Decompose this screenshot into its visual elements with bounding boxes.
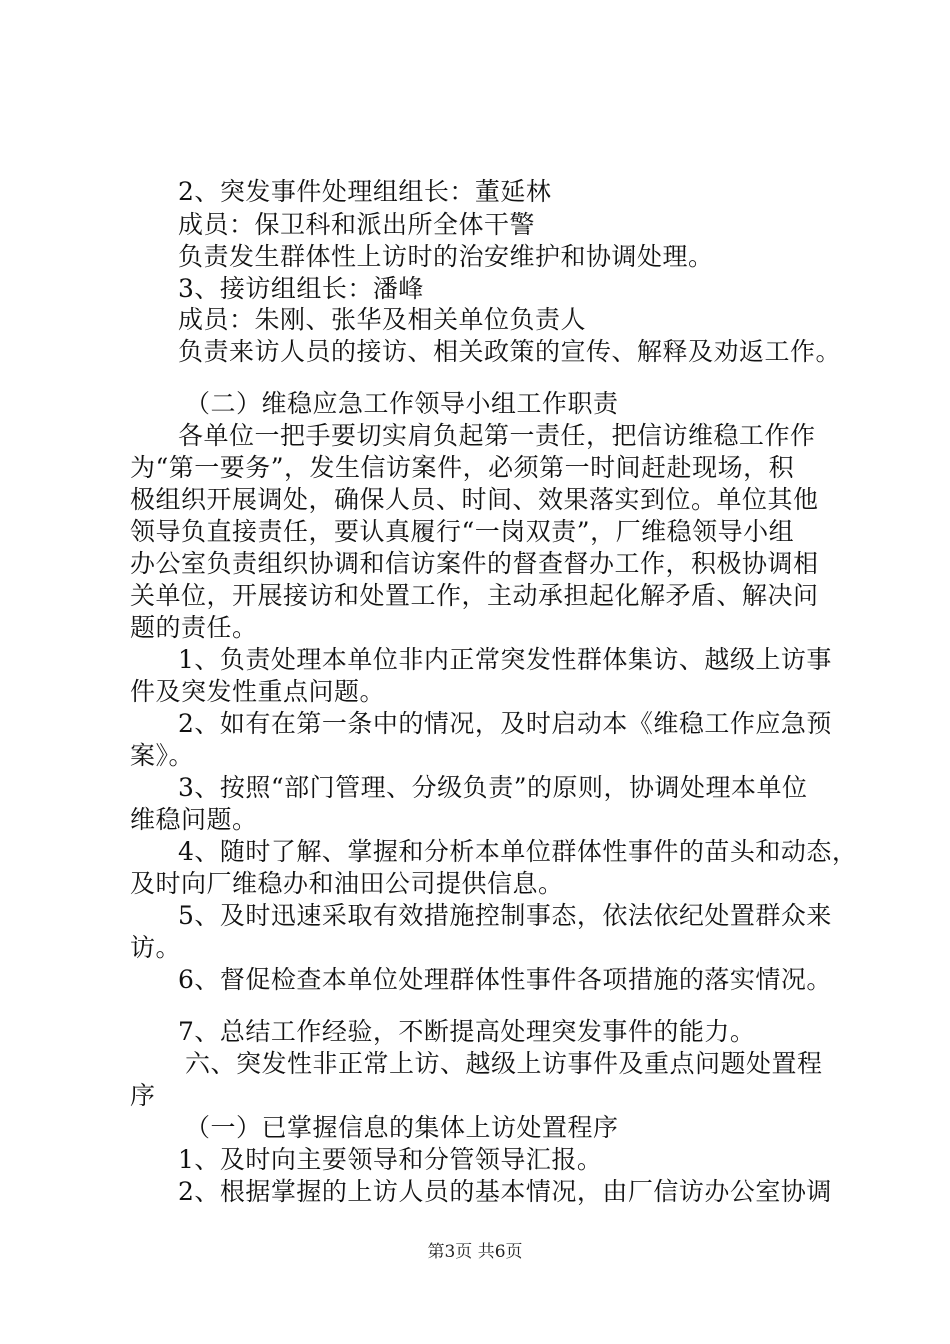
subsection-heading-2: （二）维稳应急工作领导小组工作职责	[185, 389, 619, 418]
section-item-2-heading: 2、突发事件处理组组长：董延林	[178, 177, 552, 206]
duty-item-5: 5、及时迅速采取有效措施控制事态，依法依纪处置群众来	[178, 901, 832, 930]
section-item-2-members: 成员：保卫科和派出所全体干警	[178, 210, 536, 239]
section-heading-6-cont: 序	[130, 1081, 156, 1110]
paragraph-line: 办公室负责组织协调和信访案件的督查督办工作，积极协调相	[130, 549, 819, 578]
section-item-3-members: 成员：朱刚、张华及相关单位负责人	[178, 305, 587, 334]
duty-item-7: 7、总结工作经验，不断提高处理突发事件的能力。	[178, 1017, 756, 1046]
duty-item-4-cont: 及时向厂维稳办和油田公司提供信息。	[130, 869, 564, 898]
paragraph-line: 极组织开展调处，确保人员、时间、效果落实到位。单位其他	[130, 485, 819, 514]
duty-item-5-cont: 访。	[130, 933, 182, 962]
paragraph-line: 关单位，开展接访和处置工作，主动承担起化解矛盾、解决问	[130, 581, 819, 610]
duty-item-2-cont: 案》。	[130, 741, 195, 770]
paragraph-line: 各单位一把手要切实肩负起第一责任，把信访维稳工作作	[178, 421, 816, 450]
page-number-footer: 第3页 共6页	[427, 1242, 523, 1262]
section-item-2-duty: 负责发生群体性上访时的治安维护和协调处理。	[178, 242, 714, 271]
section-item-3-heading: 3、接访组组长：潘峰	[178, 274, 424, 303]
duty-item-4: 4、随时了解、掌握和分析本单位群体性事件的苗头和动态，	[178, 837, 858, 866]
section-item-3-duty: 负责来访人员的接访、相关政策的宣传、解释及劝返工作。	[178, 337, 842, 366]
duty-item-2: 2、如有在第一条中的情况，及时启动本《维稳工作应急预	[178, 709, 832, 738]
procedure-item-1: 1、及时向主要领导和分管领导汇报。	[178, 1145, 603, 1174]
duty-item-6: 6、督促检查本单位处理群体性事件各项措施的落实情况。	[178, 965, 832, 994]
paragraph-line: 题的责任。	[130, 613, 258, 642]
paragraph-line: 为“第一要务”，发生信访案件，必须第一时间赶赴现场，积	[130, 453, 795, 482]
duty-item-3: 3、按照“部门管理、分级负责”的原则，协调处理本单位	[178, 773, 808, 802]
duty-item-1: 1、负责处理本单位非内正常突发性群体集访、越级上访事	[178, 645, 832, 674]
duty-item-1-cont: 件及突发性重点问题。	[130, 677, 386, 706]
duty-item-3-cont: 维稳问题。	[130, 805, 258, 834]
paragraph-line: 领导负直接责任，要认真履行“一岗双责”，厂维稳领导小组	[130, 517, 795, 546]
subsection-heading-1: （一）已掌握信息的集体上访处置程序	[185, 1113, 619, 1142]
procedure-item-2: 2、根据掌握的上访人员的基本情况，由厂信访办公室协调	[178, 1177, 832, 1206]
section-heading-6: 六、突发性非正常上访、越级上访事件及重点问题处置程	[185, 1049, 823, 1078]
